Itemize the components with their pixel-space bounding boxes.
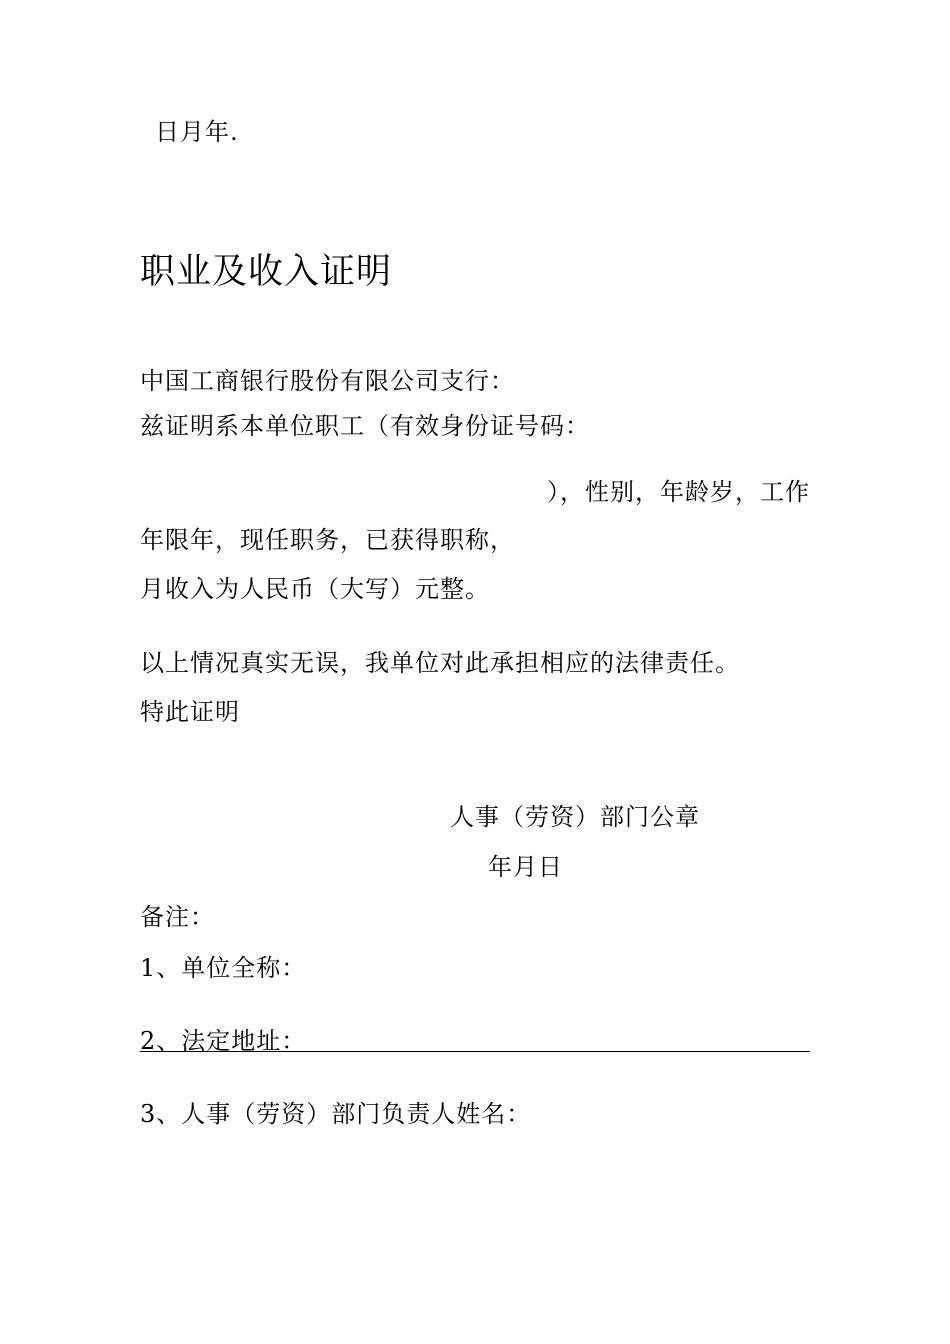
body-line-2: ），性别，年龄岁，工作 bbox=[547, 478, 810, 506]
body-line-6: 特此证明 bbox=[140, 698, 240, 726]
addressee: 中国工商银行股份有限公司支行： bbox=[140, 367, 515, 395]
body-line-1: 兹证明系本单位职工（有效身份证号码： bbox=[140, 412, 590, 440]
notes-heading: 备注： bbox=[140, 903, 215, 931]
note-item: 2、法定地址： bbox=[140, 1027, 307, 1055]
body-line-4: 月收入为人民币（大写）元整。 bbox=[140, 575, 490, 603]
document-title: 职业及收入证明 bbox=[140, 252, 393, 292]
body-line-5: 以上情况真实无误，我单位对此承担相应的法律责任。 bbox=[140, 649, 740, 677]
seal-label: 人事（劳资）部门公章 bbox=[450, 803, 700, 831]
signature-date: 年月日 bbox=[488, 853, 563, 881]
note-item: 3、人事（劳资）部门负责人姓名： bbox=[140, 1100, 532, 1128]
header-date-fragment: 日月年. bbox=[155, 118, 239, 146]
body-line-3: 年限年，现任职务，已获得职称， bbox=[140, 526, 515, 554]
note-item: 1、单位全称： bbox=[140, 954, 307, 982]
address-underline bbox=[140, 1051, 810, 1052]
